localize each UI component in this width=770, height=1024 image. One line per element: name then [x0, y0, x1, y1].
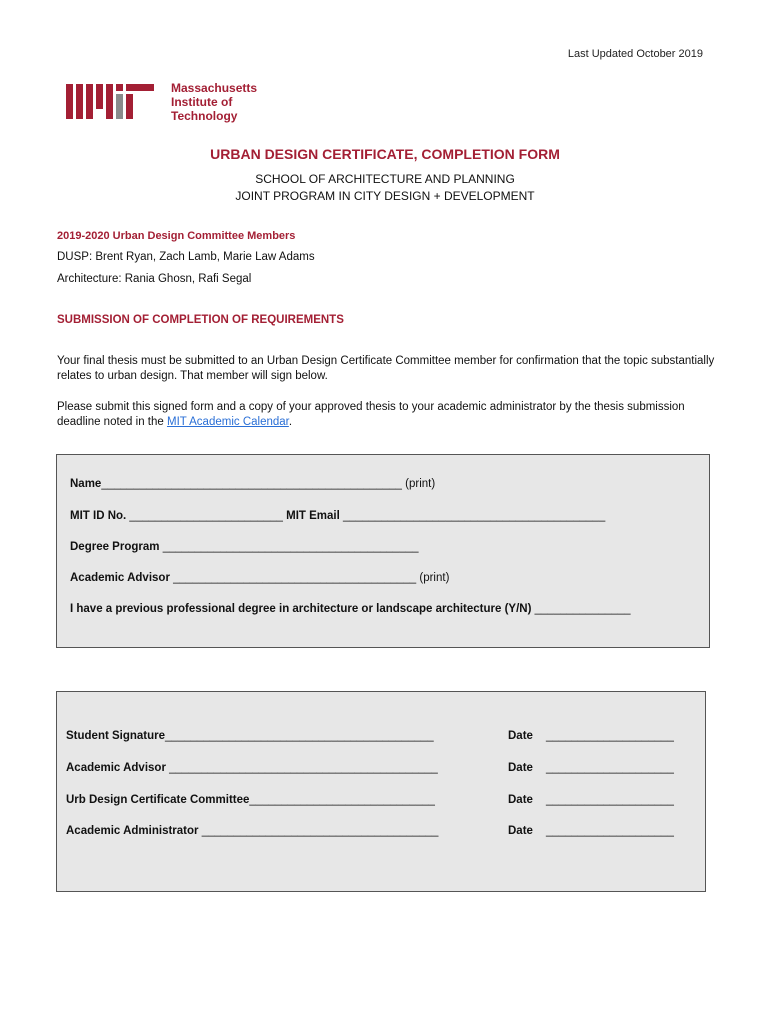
logo-line-3: Technology [171, 109, 238, 123]
committee-dusp: DUSP: Brent Ryan, Zach Lamb, Marie Law Adams [57, 251, 315, 263]
committee-architecture: Architecture: Rania Ghosn, Rafi Segal [57, 273, 252, 285]
committee-signature-line[interactable]: _____________________________ [249, 794, 435, 806]
academic-advisor-field[interactable] [70, 572, 449, 584]
student-info-box [56, 454, 710, 648]
academic-advisor-label: Academic Advisor [70, 572, 174, 584]
mit-logo-text [171, 81, 257, 123]
degree-program-label: Degree Program [70, 541, 163, 553]
previous-degree-label: I have a previous professional degree in architecture or landscape architecture (Y/N) [70, 603, 535, 615]
degree-program-line[interactable]: ________________________________________ [162, 541, 419, 553]
name-print-note: (print) [401, 478, 436, 490]
date-line[interactable]: ____________________ [545, 794, 674, 806]
name-field[interactable] [70, 478, 435, 490]
previous-degree-line[interactable]: _______________ [534, 603, 631, 615]
submission-paragraph-1: Your final thesis must be submitted to an Urban Design Certificate Committee member for confirmation that the topic substantially relates to urban design. That member will sign below. [57, 355, 715, 382]
advisor-signature-line[interactable]: __________________________________________ [169, 762, 438, 774]
date-label: Date [508, 825, 533, 837]
form-title: URBAN DESIGN CERTIFICATE, COMPLETION FORM [210, 146, 560, 162]
form-subtitle-school: SCHOOL OF ARCHITECTURE AND PLANNING [255, 172, 515, 186]
previous-degree-field[interactable] [70, 603, 631, 615]
paragraph-2-text: Please submit this signed form and a copy of your approved thesis to your academic administrator by the thesis submission deadline noted in the [57, 401, 685, 428]
committee-signature-label: Urb Design Certificate Committee [66, 794, 250, 806]
logo-line-2: Institute of [171, 95, 233, 109]
date-line[interactable]: ____________________ [545, 730, 674, 742]
administrator-signature-label: Academic Administrator [66, 825, 202, 837]
submission-heading: SUBMISSION OF COMPLETION OF REQUIREMENTS [57, 314, 344, 326]
mit-academic-calendar-link[interactable]: MIT Academic Calendar [166, 416, 289, 428]
degree-program-field[interactable] [70, 541, 419, 553]
date-field-committee[interactable] [508, 794, 674, 806]
student-signature-label: Student Signature [66, 730, 166, 742]
date-label: Date [508, 794, 533, 806]
advisor-signature-field[interactable] [66, 762, 438, 774]
paragraph-2-end: . [288, 416, 293, 428]
administrator-signature-line[interactable]: _____________________________________ [201, 825, 439, 837]
date-field-administrator[interactable] [508, 825, 674, 837]
date-label: Date [508, 730, 533, 742]
mit-email-label: MIT Email [282, 510, 343, 522]
student-signature-field[interactable] [66, 730, 434, 742]
date-field-student[interactable] [508, 730, 674, 742]
academic-advisor-line[interactable]: ______________________________________ [173, 572, 417, 584]
mit-email-line[interactable]: _________________________________________ [343, 510, 606, 522]
student-signature-line[interactable]: __________________________________________ [165, 730, 434, 742]
committee-heading: 2019-2020 Urban Design Committee Members [57, 230, 296, 242]
date-line[interactable]: ____________________ [545, 762, 674, 774]
last-updated-note: Last Updated October 2019 [567, 48, 703, 60]
name-label: Name [70, 478, 102, 490]
mit-id-email-row [70, 510, 605, 522]
committee-signature-field[interactable] [66, 794, 435, 806]
date-field-advisor[interactable] [508, 762, 674, 774]
administrator-signature-field[interactable] [66, 825, 438, 837]
signature-box [56, 691, 706, 892]
date-line[interactable]: ____________________ [545, 825, 674, 837]
date-label: Date [508, 762, 533, 774]
mit-id-line[interactable]: ________________________ [129, 510, 283, 522]
advisor-print-note: (print) [416, 572, 450, 584]
submission-paragraph-2 [57, 400, 717, 430]
advisor-signature-label: Academic Advisor [66, 762, 170, 774]
logo-line-1: Massachusetts [171, 81, 258, 95]
name-line[interactable]: _______________________________________________ [101, 478, 402, 490]
mit-id-label: MIT ID No. [70, 510, 130, 522]
form-subtitle-program: JOINT PROGRAM IN CITY DESIGN + DEVELOPMENT [235, 189, 535, 203]
